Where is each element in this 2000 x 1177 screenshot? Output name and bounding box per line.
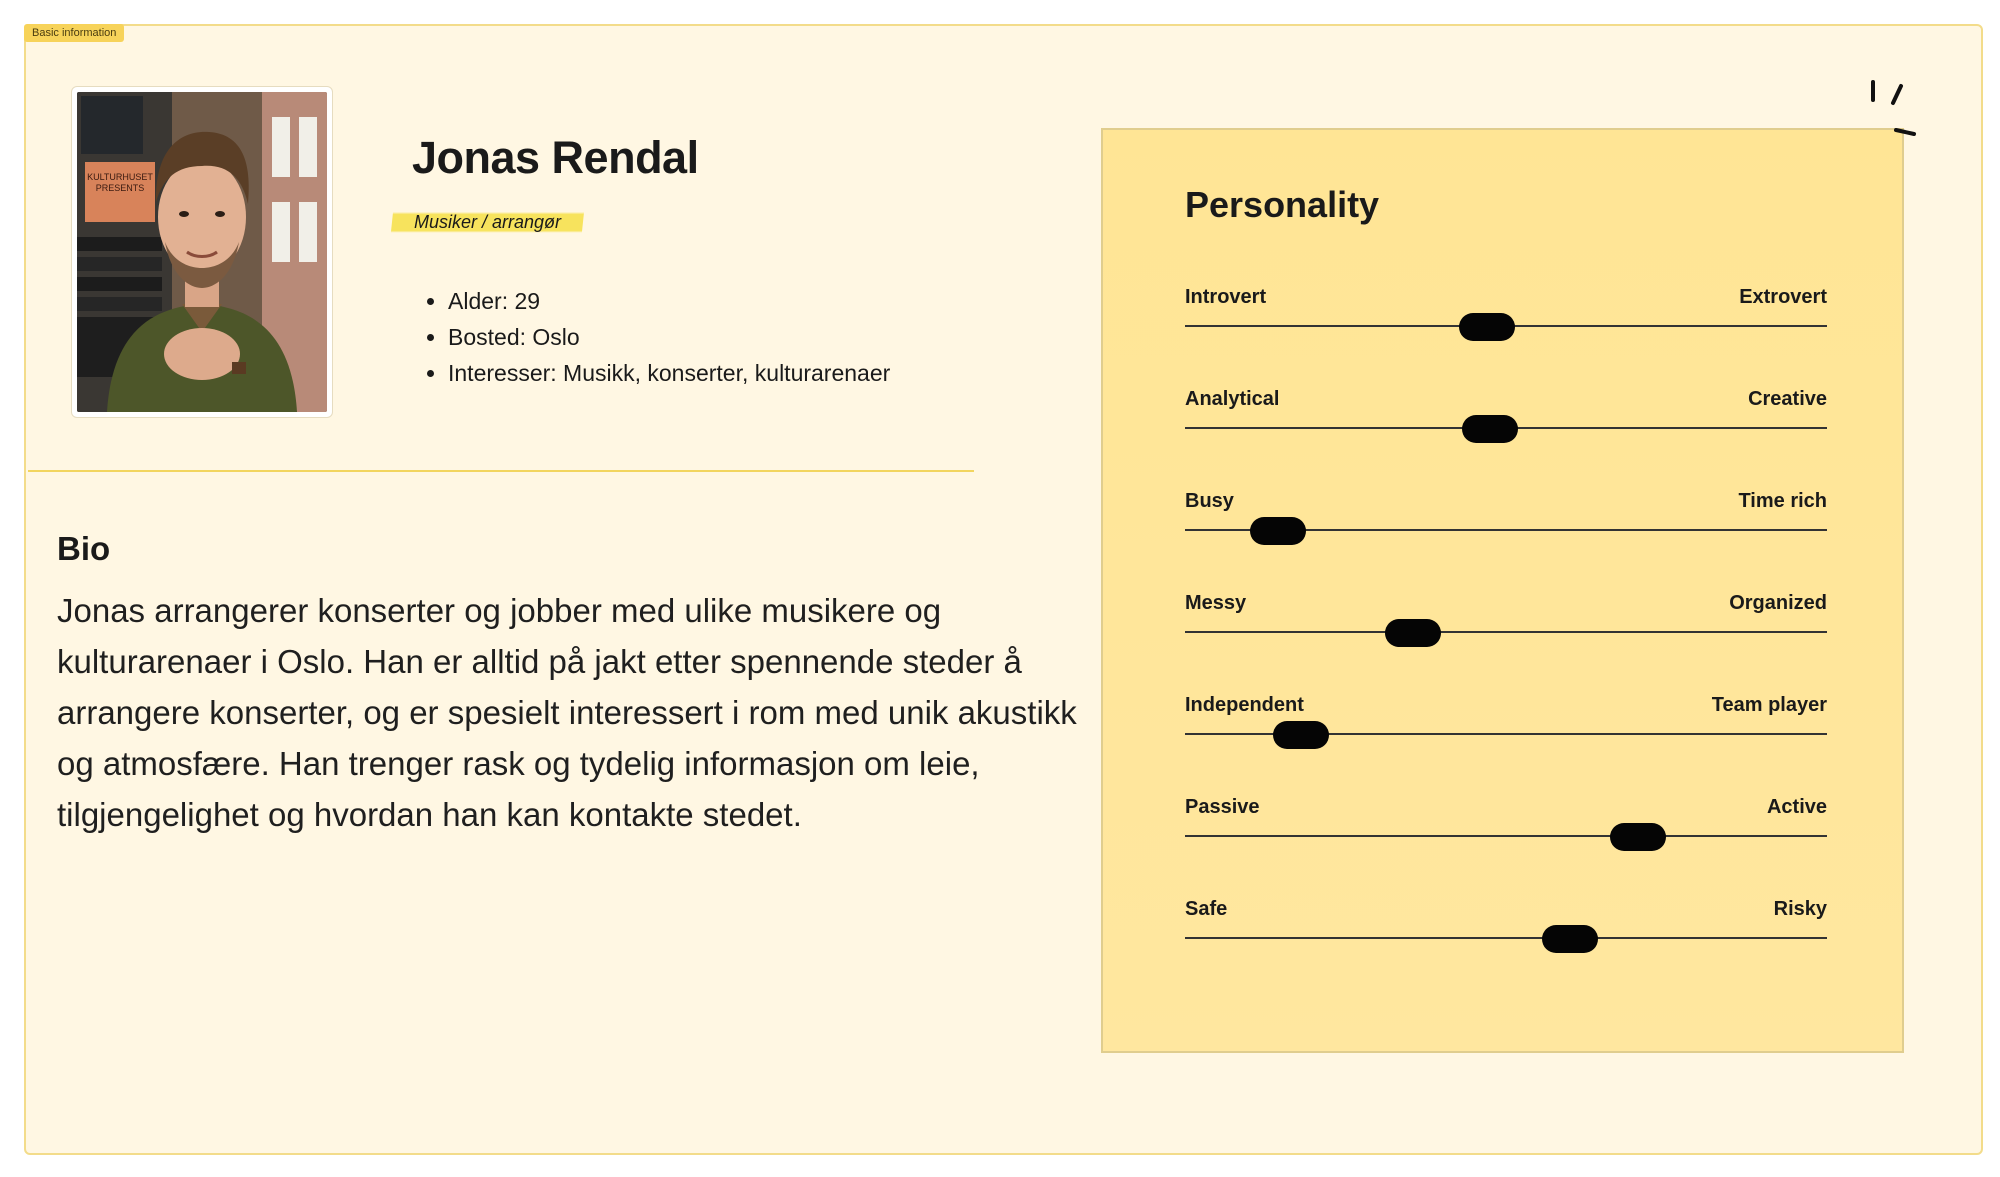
trait-left-label: Analytical <box>1185 388 1280 410</box>
trait-analytical-creative <box>1185 387 1827 447</box>
persona-role-badge <box>391 210 585 234</box>
trait-right-label: Team player <box>1711 694 1827 716</box>
slider-knob[interactable] <box>1273 721 1329 749</box>
trait-left-label: Busy <box>1185 490 1234 512</box>
slider-knob[interactable] <box>1385 619 1441 647</box>
slider-knob[interactable] <box>1250 517 1306 545</box>
trait-right-label: Risky <box>1773 898 1827 920</box>
trait-passive-active <box>1185 795 1827 855</box>
slider-knob[interactable] <box>1459 313 1515 341</box>
slider-track <box>1185 835 1827 837</box>
sparkle-doodle-icon <box>1860 78 1930 148</box>
persona-name: Jonas Rendal <box>412 132 699 183</box>
svg-text:KULTURHUSET: KULTURHUSET <box>87 172 153 182</box>
trait-left-label: Safe <box>1185 898 1228 920</box>
svg-text:PRESENTS: PRESENTS <box>95 183 145 193</box>
trait-safe-risky <box>1185 897 1827 957</box>
fact-location: • Bosted: Oslo <box>448 319 890 355</box>
trait-right-label: Creative <box>1748 388 1827 410</box>
frame-tag: Basic information <box>24 24 124 42</box>
slider-track <box>1185 631 1827 633</box>
trait-right-label: Organized <box>1729 592 1827 614</box>
trait-left-label: Introvert <box>1185 286 1267 308</box>
personality-title: Personality <box>1185 184 1380 225</box>
trait-introvert-extrovert <box>1185 285 1827 345</box>
bio-text: Jonas arrangerer konserter og jobber med ulike musikere og kulturarenaer i Oslo. Han er alltid på jakt etter spennende steder å arrangere konserter, og er spesielt interessert i rom med unik akustikk og atmosfære. Han trenger rask og tydelig informasjon om leie, tilgjengelighet og hvordan han kan kontakte stedet. <box>57 592 1077 833</box>
trait-right-label: Active <box>1766 796 1827 818</box>
slider-knob[interactable] <box>1610 823 1666 851</box>
persona-role: Musiker / arrangør <box>414 212 562 232</box>
slider-knob[interactable] <box>1542 925 1598 953</box>
trait-independent-team-player <box>1185 693 1827 753</box>
profile-photo <box>71 86 333 418</box>
slider-knob[interactable] <box>1462 415 1518 443</box>
slider-track <box>1185 937 1827 939</box>
trait-busy-time-rich <box>1185 489 1827 549</box>
trait-left-label: Passive <box>1185 796 1260 818</box>
trait-messy-organized <box>1185 591 1827 651</box>
trait-right-label: Time rich <box>1738 490 1827 512</box>
trait-right-label: Extrovert <box>1739 286 1827 308</box>
persona-facts-list <box>426 283 890 391</box>
personality-card <box>1101 128 1904 1053</box>
fact-interests: • Interesser: Musikk, konserter, kulturarenaer <box>448 355 890 391</box>
trait-left-label: Independent <box>1185 694 1304 716</box>
trait-left-label: Messy <box>1185 592 1247 614</box>
bio-title: Bio <box>57 530 111 567</box>
fact-age: • Alder: 29 <box>448 283 890 319</box>
section-divider <box>28 470 974 472</box>
